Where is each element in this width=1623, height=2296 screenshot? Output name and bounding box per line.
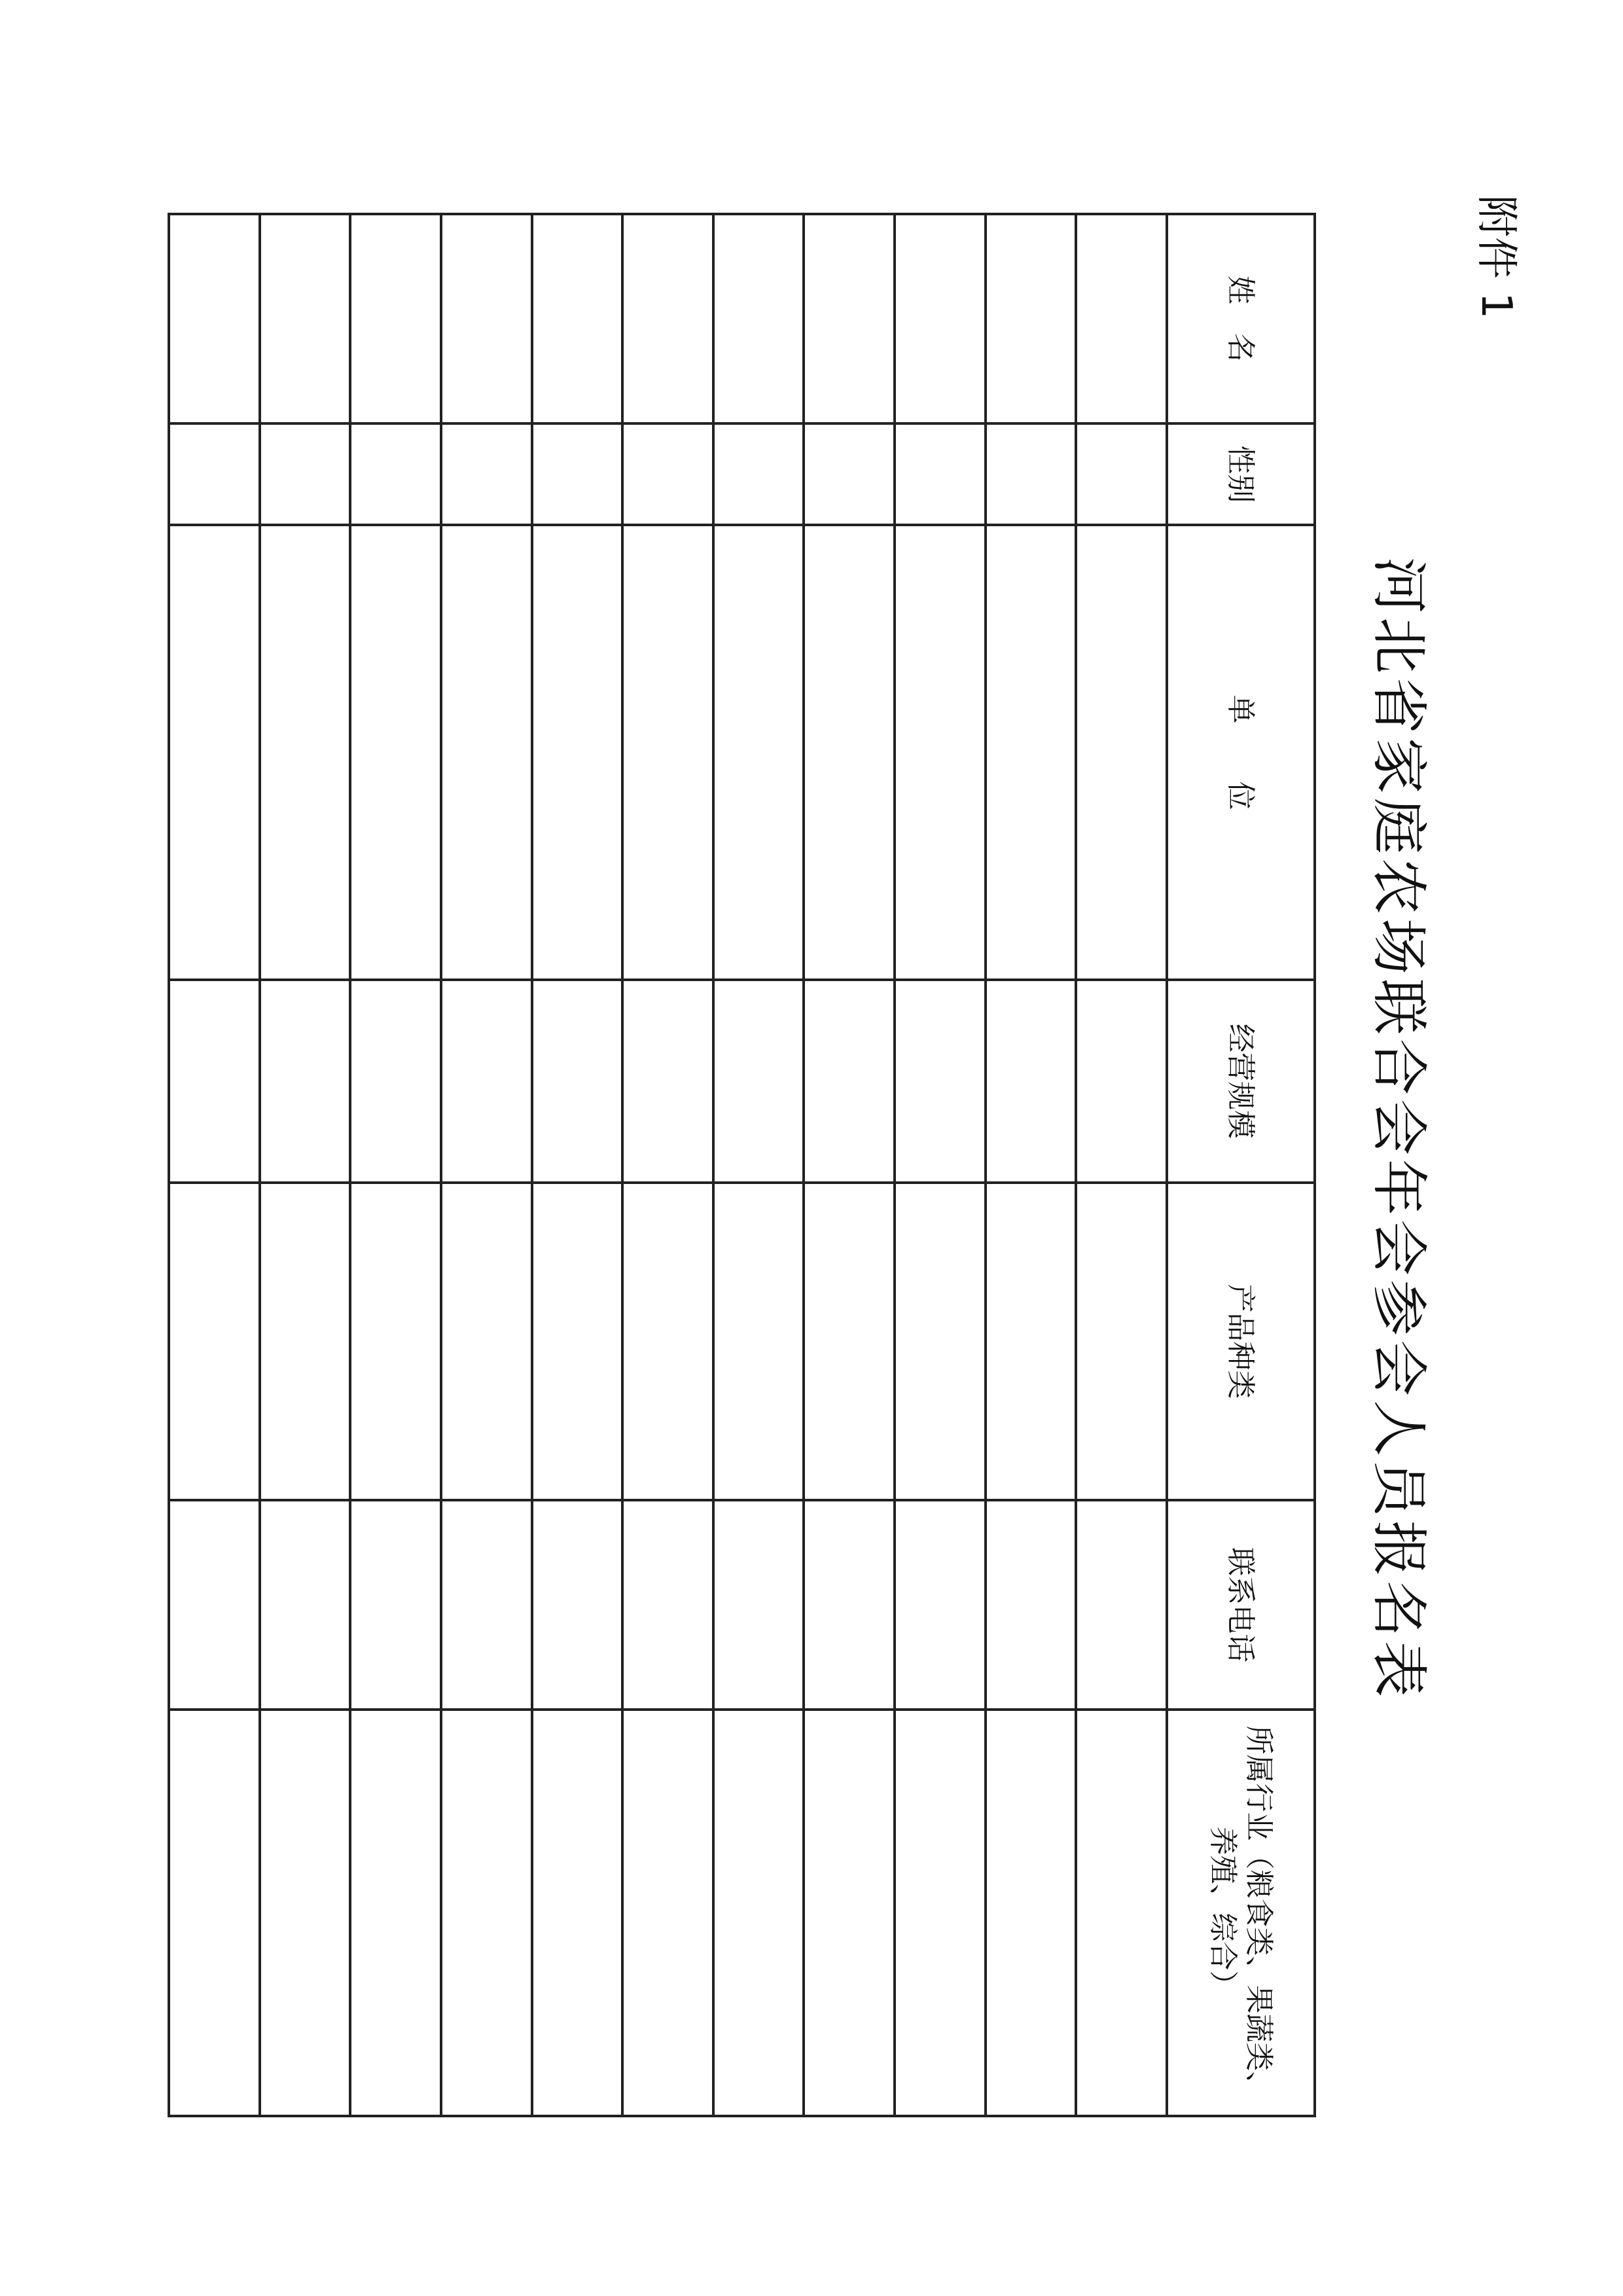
table-row	[895, 214, 986, 2116]
cell-gender[interactable]	[713, 423, 804, 525]
cell-unit[interactable]	[986, 525, 1077, 980]
cell-product-type[interactable]	[895, 1183, 986, 1500]
cell-gender[interactable]	[169, 423, 260, 525]
header-industry	[1167, 1710, 1315, 2116]
cell-product-type[interactable]	[441, 1183, 532, 1500]
cell-industry[interactable]	[350, 1710, 441, 2116]
cell-product-type[interactable]	[986, 1183, 1077, 1500]
cell-industry[interactable]	[260, 1710, 351, 2116]
cell-product-type[interactable]	[169, 1183, 260, 1500]
cell-gender[interactable]	[441, 423, 532, 525]
table-row	[169, 214, 260, 2116]
cell-business-scale[interactable]	[804, 980, 895, 1183]
cell-business-scale[interactable]	[622, 980, 713, 1183]
header-unit: 单 位	[1167, 525, 1315, 980]
cell-unit[interactable]	[532, 525, 623, 980]
cell-phone[interactable]	[986, 1500, 1077, 1710]
cell-gender[interactable]	[350, 423, 441, 525]
cell-phone[interactable]	[1076, 1500, 1167, 1710]
cell-name[interactable]	[350, 214, 441, 423]
cell-unit[interactable]	[350, 525, 441, 980]
cell-industry[interactable]	[169, 1710, 260, 2116]
cell-industry[interactable]	[532, 1710, 623, 2116]
form-title: 河北省家庭农场联合会年会参会人员报名表	[1366, 557, 1431, 1701]
cell-name[interactable]	[532, 214, 623, 423]
cell-business-scale[interactable]	[895, 980, 986, 1183]
table-row	[532, 214, 623, 2116]
table-row	[713, 214, 804, 2116]
registration-table	[168, 213, 1316, 2117]
cell-phone[interactable]	[441, 1500, 532, 1710]
cell-gender[interactable]	[260, 423, 351, 525]
cell-unit[interactable]	[622, 525, 713, 980]
cell-phone[interactable]	[804, 1500, 895, 1710]
cell-unit[interactable]	[1076, 525, 1167, 980]
cell-product-type[interactable]	[1076, 1183, 1167, 1500]
header-name: 姓 名	[1167, 214, 1315, 423]
cell-phone[interactable]	[350, 1500, 441, 1710]
cell-name[interactable]	[895, 214, 986, 423]
cell-phone[interactable]	[260, 1500, 351, 1710]
cell-business-scale[interactable]	[986, 980, 1077, 1183]
cell-industry[interactable]	[804, 1710, 895, 2116]
table-row	[1076, 214, 1167, 2116]
header-business-scale: 经营规模	[1167, 980, 1315, 1183]
cell-name[interactable]	[713, 214, 804, 423]
cell-name[interactable]	[169, 214, 260, 423]
cell-industry[interactable]	[986, 1710, 1077, 2116]
cell-phone[interactable]	[532, 1500, 623, 1710]
cell-business-scale[interactable]	[350, 980, 441, 1183]
cell-name[interactable]	[804, 214, 895, 423]
table-row	[986, 214, 1077, 2116]
cell-phone[interactable]	[895, 1500, 986, 1710]
cell-business-scale[interactable]	[532, 980, 623, 1183]
cell-gender[interactable]	[1076, 423, 1167, 525]
cell-business-scale[interactable]	[713, 980, 804, 1183]
cell-name[interactable]	[986, 214, 1077, 423]
cell-unit[interactable]	[260, 525, 351, 980]
cell-industry[interactable]	[713, 1710, 804, 2116]
cell-product-type[interactable]	[713, 1183, 804, 1500]
cell-gender[interactable]	[622, 423, 713, 525]
cell-product-type[interactable]	[804, 1183, 895, 1500]
cell-gender[interactable]	[986, 423, 1077, 525]
cell-name[interactable]	[260, 214, 351, 423]
cell-industry[interactable]	[1076, 1710, 1167, 2116]
cell-industry[interactable]	[895, 1710, 986, 2116]
cell-unit[interactable]	[169, 525, 260, 980]
header-industry-label: 所属行业（粮食类、果蔬类、养殖、综合）	[1205, 1725, 1275, 2100]
cell-product-type[interactable]	[622, 1183, 713, 1500]
table-header-row	[1167, 214, 1315, 2116]
cell-industry[interactable]	[622, 1710, 713, 2116]
cell-phone[interactable]	[622, 1500, 713, 1710]
table-row	[804, 214, 895, 2116]
cell-gender[interactable]	[895, 423, 986, 525]
attachment-label: 附件 1	[1472, 195, 1520, 319]
cell-product-type[interactable]	[260, 1183, 351, 1500]
cell-name[interactable]	[622, 214, 713, 423]
cell-name[interactable]	[441, 214, 532, 423]
cell-unit[interactable]	[713, 525, 804, 980]
cell-gender[interactable]	[532, 423, 623, 525]
cell-business-scale[interactable]	[260, 980, 351, 1183]
cell-unit[interactable]	[895, 525, 986, 980]
cell-business-scale[interactable]	[169, 980, 260, 1183]
table-row	[622, 214, 713, 2116]
table-row	[441, 214, 532, 2116]
cell-phone[interactable]	[169, 1500, 260, 1710]
cell-industry[interactable]	[441, 1710, 532, 2116]
cell-business-scale[interactable]	[441, 980, 532, 1183]
header-product-type: 产品种类	[1167, 1183, 1315, 1500]
header-gender: 性别	[1167, 423, 1315, 525]
cell-product-type[interactable]	[350, 1183, 441, 1500]
cell-unit[interactable]	[441, 525, 532, 980]
cell-gender[interactable]	[804, 423, 895, 525]
cell-business-scale[interactable]	[1076, 980, 1167, 1183]
cell-phone[interactable]	[713, 1500, 804, 1710]
cell-name[interactable]	[1076, 214, 1167, 423]
header-phone: 联系电话	[1167, 1500, 1315, 1710]
cell-product-type[interactable]	[532, 1183, 623, 1500]
table-row	[260, 214, 351, 2116]
table-row	[350, 214, 441, 2116]
cell-unit[interactable]	[804, 525, 895, 980]
